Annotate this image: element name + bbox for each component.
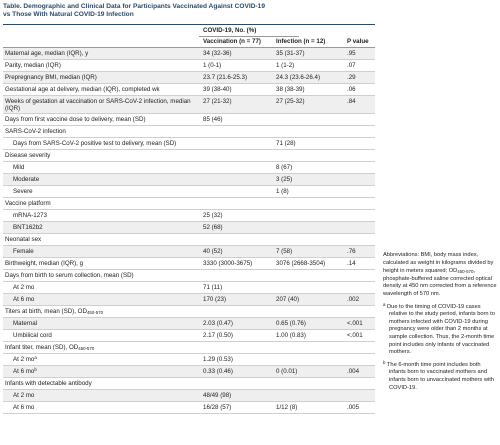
row-label: At 2 mo: [13, 283, 35, 291]
table-row: [3, 96, 375, 114]
infection-value: 24.3 (23.6-26.4): [276, 73, 321, 81]
table-body: [3, 48, 375, 414]
vaccination-value: 3330 (3000-3675): [203, 259, 253, 267]
table-row: [3, 60, 375, 72]
vaccination-value: 85 (46): [203, 115, 223, 123]
table-title-line-2: vs Those With Natural COVID-19 Infection: [3, 11, 134, 19]
row-label: Gestational age at delivery, median (IQR), completed wk: [5, 85, 160, 93]
infection-value: 1.00 (0.83): [276, 331, 306, 339]
header-group-label: COVID-19, No. (%): [203, 27, 257, 34]
row-label: Birthweight, median (IQR), g: [5, 259, 84, 267]
table-row: [3, 210, 375, 222]
table-row: [3, 402, 375, 414]
infection-value: 0 (0.01): [276, 367, 298, 375]
data-table: [3, 24, 375, 414]
table-row: [3, 354, 375, 366]
infection-value: 38 (38-39): [276, 85, 305, 93]
vaccination-value: 23.7 (21.6-25.3): [203, 73, 248, 81]
row-label: Infants with detectable antibody: [5, 379, 92, 387]
infection-value: 27 (25-32): [276, 97, 305, 105]
row-label: Female: [13, 247, 34, 255]
row-label: Weeks of gestation at vaccination or SARS-CoV-2 infection, median (IQR): [5, 97, 191, 112]
table-row: [3, 294, 375, 306]
row-label: Parity, median (IQR): [5, 61, 61, 69]
table-row: [3, 126, 375, 138]
vaccination-value: 27 (21-32): [203, 97, 232, 105]
table-row: [3, 150, 375, 162]
row-label: BNT162b2: [13, 223, 43, 231]
table-row: [3, 162, 375, 174]
row-label: Severe: [13, 187, 33, 195]
p-value: <.001: [347, 331, 363, 339]
p-value: .002: [347, 295, 360, 303]
row-label: At 6 $mo^b$: [13, 366, 37, 375]
table-row: [3, 48, 375, 60]
row-label: Infant titer, mean (SD), $OD_{450-570}$: [5, 343, 95, 351]
infection-value: 71 (28): [276, 139, 296, 147]
infection-value: 8 (67): [276, 163, 293, 171]
infection-value: 3 (25): [276, 175, 293, 183]
row-label: Days from SARS-CoV-2 positive test to delivery, mean (SD): [13, 139, 177, 147]
vaccination-value: 39 (38-40): [203, 85, 232, 93]
vaccination-value: 34 (32-36): [203, 49, 232, 57]
row-label: At 2 mo: [13, 391, 35, 399]
table-row: [3, 330, 375, 342]
abbreviations-note: Abbreviations: BMI, body mass index, calculated as weight in kilograms divided by height in meters squared; $OD_{450-570}$, phosphate-buffered saline corrected optical density at 450 nm corrected from a reference wavelength of 570 nm.: [383, 252, 497, 297]
footnote-a: $^a$ Due to the timing of COVID-19 cases relative to the study period, infants born to mothers infected with COVID-19 during pregnancy were older than 2 months at sample collection. Thus, the 2-month time point includes only infants of vaccinated mothers.: [383, 301, 495, 356]
table-row: [3, 174, 375, 186]
table-row: [3, 366, 375, 378]
infection-value: 1 (8): [276, 187, 289, 195]
p-value: .06: [347, 85, 356, 93]
p-value: .004: [347, 367, 360, 375]
p-value: .29: [347, 73, 356, 81]
p-value: .76: [347, 247, 356, 255]
table-row: [3, 306, 375, 318]
table-row: [3, 198, 375, 210]
row-label: Umbilical cord: [13, 331, 52, 339]
row-label: Prepregnancy BMI, median (IQR): [5, 73, 97, 81]
infection-value: 7 (58): [276, 247, 293, 255]
vaccination-value: 25 (32): [203, 211, 223, 219]
table-row: [3, 138, 375, 150]
vaccination-value: 71 (11): [203, 283, 223, 291]
table-header-row: [3, 36, 375, 48]
p-value: .07: [347, 61, 356, 69]
table-row: [3, 222, 375, 234]
infection-value: 1/12 (8): [276, 403, 298, 411]
p-value: .005: [347, 403, 360, 411]
row-label: Days from birth to serum collection, mean (SD): [5, 271, 134, 279]
table-row: [3, 246, 375, 258]
header-infection: Infection (n = 12): [276, 38, 326, 45]
vaccination-value: 1 (0-1): [203, 61, 222, 69]
table-row: [3, 84, 375, 96]
p-value: .95: [347, 49, 356, 57]
row-label: At 6 mo: [13, 295, 35, 303]
table-row: [3, 318, 375, 330]
table-row: [3, 114, 375, 126]
vaccination-value: 2.17 (0.50): [203, 331, 233, 339]
header-p-value: P value: [347, 38, 369, 45]
table-row: [3, 234, 375, 246]
row-label: Moderate: [13, 175, 40, 183]
infection-value: 1 (1-2): [276, 61, 295, 69]
table-row: [3, 72, 375, 84]
row-label: Titers at birth, mean (SD), $OD_{450-570}$: [5, 307, 104, 315]
table-notes: [383, 252, 497, 396]
table-title: [3, 3, 383, 20]
row-label: mRNA-1273: [13, 211, 48, 219]
vaccination-value: 1.29 (0.53): [203, 355, 233, 363]
footnote-b: $^b$ The 6-month time point includes both infants born to vaccinated mothers and infants born to unvaccinated mothers with COVID-19.: [383, 359, 494, 391]
infection-value: 35 (31-37): [276, 49, 305, 57]
vaccination-value: 40 (52): [203, 247, 223, 255]
infection-value: 3076 (2668-3504): [276, 259, 326, 267]
table-row: [3, 342, 375, 354]
vaccination-value: 16/28 (57): [203, 403, 232, 411]
row-label: Days from first vaccine dose to delivery, mean (SD): [5, 115, 146, 123]
row-label: At 2 $mo^a$: [13, 354, 37, 363]
table-header-group-row: [3, 25, 375, 36]
row-label: SARS-CoV-2 infection: [5, 127, 66, 135]
table-row: [3, 270, 375, 282]
vaccination-value: 48/49 (98): [203, 391, 232, 399]
row-label: At 6 mo: [13, 403, 35, 411]
p-value: <.001: [347, 319, 363, 327]
row-label: Maternal age, median (IQR), y: [5, 49, 89, 57]
vaccination-value: 0.33 (0.46): [203, 367, 233, 375]
table-row: [3, 390, 375, 402]
table-row: [3, 186, 375, 198]
infection-value: 0.65 (0.76): [276, 319, 306, 327]
header-vaccination: Vaccination (n = 77): [203, 38, 261, 45]
row-label: Neonatal sex: [5, 235, 42, 243]
row-label: Vaccine platform: [5, 199, 51, 207]
table-row: [3, 258, 375, 270]
infection-value: 207 (40): [276, 295, 300, 303]
table-title-line-1: Table. Demographic and Clinical Data for Participants Vaccinated Against COVID-19: [3, 3, 265, 10]
table-row: [3, 282, 375, 294]
row-label: Disease severity: [5, 151, 51, 159]
vaccination-value: 2.03 (0.47): [203, 319, 233, 327]
vaccination-value: 170 (23): [203, 295, 227, 303]
row-label: Maternal: [13, 319, 38, 327]
table-row: [3, 378, 375, 390]
p-value: .84: [347, 97, 356, 105]
vaccination-value: 52 (68): [203, 223, 223, 231]
p-value: .14: [347, 259, 356, 267]
row-label: Mild: [13, 163, 25, 171]
header-group-underline: [199, 36, 299, 37]
